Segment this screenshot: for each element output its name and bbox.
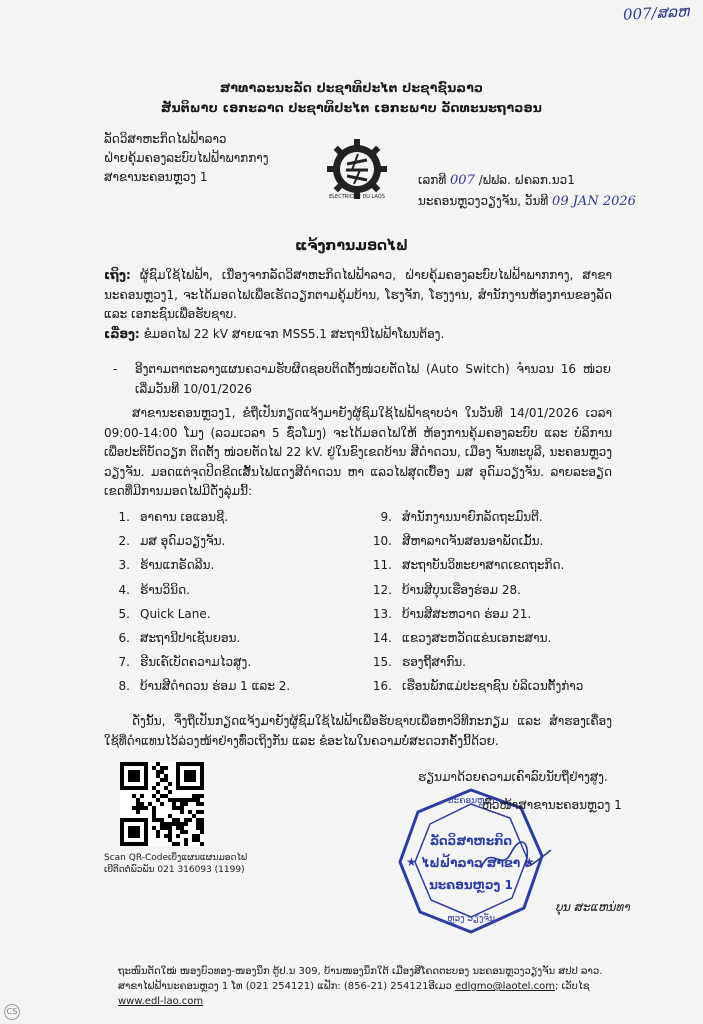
list-item: 10. ສີຫາລາດຈັນສອນອາພັດເມັ້ນ. <box>372 534 544 549</box>
document-title: ແຈ້ງການມອດໄຟ <box>295 238 408 254</box>
footer <box>118 964 638 1009</box>
list-item: 5. Quick Lane. <box>118 606 211 621</box>
ref-number-line <box>418 170 636 191</box>
national-header-line1: ສາທາລະນະລັດ ປະຊາທິປະໄຕ ປະຊາຊົນລາວ <box>219 80 484 95</box>
thanks-line: ຮຽນມາດ້ວຍຄວາມເຄົາລົບນັບຖືຢ່າງສູງ. <box>418 770 608 784</box>
list-item: 7. ຮີນເຄ໌ເບັດຄວາມໄວສູງ. <box>118 655 252 670</box>
to-text: ຜູ້ຊົມໃຊ້ໄຟຟ້າ, ເນື່ອງຈາກລັດວິສາຫະກິດໄຟຟ້າລາວ, ຝ່າຍຄຸ້ມຄອງລະບົບໄຟຟ້າພາກກາງ, ສາຂານະຄອນຫຼວງ1, ຈະໄດ້ມອດໄຟເພື່ອເຮັດວຽກຕາມຄຸ້ມບ້ານ, ໂຮງຈັກ, ໂຮງງານ, ສຳນັກງານຫ້ອງການຂອງລັດ ແລະ ເອກະຊົນເພື່ອຮັບຊາບ. <box>104 268 612 321</box>
ref-date-label: ນະຄອນຫຼວງວຽງຈັນ, ວັນທີ <box>418 194 549 208</box>
stamp-bottom-text: ຫຼວງ ວຽງຈັນ <box>447 914 495 924</box>
svg-text:★: ★ <box>524 855 535 869</box>
basis-item <box>113 360 611 399</box>
basis-text: ອີງຕາມຕາຕະລາງແຜນຄວາມຮັບຜິດຊອບຕິດຕັ້ງໜ່ວຍຕັດໄຟ (Auto Switch) ຈຳນວນ 16 ໜ່ວຍ ເລີ່ມວັນທີ 10/01/2026 <box>135 362 611 396</box>
footer-phone: ສາຂາໄຟຟ້ານະຄອນຫຼວງ 1 ໂທ (021 254121) ແຟັກ: (856-21) 254121ອີເມວ <box>118 981 452 992</box>
ref-date-value: 09 JAN 2026 <box>552 194 636 209</box>
list-item: 8. ບ້ານສີດຳດວນ ຮ່ອມ 1 ແລະ 2. <box>118 679 291 694</box>
area-list-right <box>362 505 583 699</box>
svg-text:★: ★ <box>406 855 417 869</box>
footer-website-label: ; ເວັບໄຊ <box>554 981 590 992</box>
ref-number-label: ເລກທີ <box>418 173 447 187</box>
list-item: 3. ຮ້ານແກຣັດລີນ. <box>118 558 215 573</box>
ref-date-line <box>418 191 636 212</box>
stamp-top-text: ນະຄອນຫຼວງ <box>447 796 495 806</box>
list-item: 4. ຮ້ານວິນິດ. <box>118 582 190 597</box>
to-label: ເຖິງ: <box>104 268 131 282</box>
footer-email-link[interactable]: edlgmo@laotel.com <box>455 981 555 992</box>
signatory-name: ບຸນ ສະແຫນ່ທາ <box>556 900 631 914</box>
org-line3: ສາຂານະຄອນຫຼວງ 1 <box>104 170 208 184</box>
list-item: 2. ມສ ອຸດົມວຽງຈັນ. <box>118 534 226 549</box>
qr-caption <box>104 852 254 876</box>
list-item: 16. ເຮືອນພັກແມ່ປະຊາຊົນ ບໍລິເວນຕັ້ງກ່າວ <box>372 679 584 694</box>
national-header-line2: ສັນຕິພາບ ເອກະລາດ ປະຊາທິປະໄຕ ເອກະພາບ ວັດທະນະຖາວອນ <box>160 100 543 115</box>
signature-scribble-icon <box>476 838 556 878</box>
list-item: 15. ຮອງຖີ້ສາກົນ. <box>372 655 466 670</box>
handwritten-number: 007/ສລຫ <box>622 2 690 24</box>
subject-label: ເລື່ອງ: <box>104 327 140 341</box>
main-paragraph: ສາຂານະຄອນຫຼວງ1, ຂໍຖືເປັນກຽດແຈ້ງມາຍັງຜູ້ຊົມໃຊ້ໄຟຟ້າຊາບວ່າ ໃນວັນທີ 14/01/2026 ເວລາ 09:00-14:00 ໂມງ (ລວມເວລາ 5 ຊົ່ວໂມງ) ຈະໄດ້ມອດໄຟໃຫ້ ຫ້ອງການຄຸ້ມຄອງລະບົບ ແລະ ບໍລິການ ເພື່ອປະຕິບັດວຽກ ຕິດຕັ້ງ ໜ່ວຍຕັດໄຟ 22 kV. ຢູ່ໃນຂົງເຂດບ້ານ ສີດຳດວນ, ເມືອງ ຈັນທະບູລີ, ນະຄອນຫຼວງວຽງຈັນ. ມອດແຕ່ຈຸດປິດຂີດເສັ້ນໄຟແດງສີດຳດວນ ຫາ ແລວໄຟສຸດເບື້ອງ ມສ ອຸດົມວຽງຈັນ. ລາຍລະອຽດເຂດທີ່ມີການມອດໄຟມີດັ່ງລຸ່ມນີ້: <box>104 406 612 498</box>
list-item: 6. ສະຖານີປາເຊັນຍອນ. <box>118 630 241 645</box>
list-item: 13. ບ້ານສີສະຫວາດ ຮ່ອມ 21. <box>372 606 532 621</box>
organization-block <box>104 130 269 187</box>
stamp-line2: ໄຟຟ້າລາວ ສາຂາ <box>421 856 521 870</box>
list-item: 9. ສຳນັກງານນາຍົກລັດຖະມົນຕີ. <box>380 510 543 524</box>
stamp-line1: ລັດວິສາຫະກິດ <box>429 834 513 848</box>
subject-line <box>104 325 612 345</box>
scan-badge: CS <box>4 1004 20 1020</box>
footer-contact <box>118 979 638 1009</box>
ref-number-value: 007 <box>450 173 475 188</box>
signatory-role: ຫົວໜ້າສາຂານະຄອນຫຼວງ 1 <box>482 798 622 812</box>
area-list-left <box>100 505 290 699</box>
closing-paragraph: ດັ່ງນັ້ນ, ຈຶ່ງຖືເປັນກຽດແຈ້ງມາຍັງຜູ້ຊົມໃຊ້ໄຟຟ້າເພື່ອຮັບຊາບເພື່ອຫາວິທີກະກຽມ ແລະ ສຳຮອງເຄື່ອງໃຊ້ທີ່ດຳແທນໄວ້ລ່ວງໜ້າຢ່າງທົ່ວເຖິງກັນ ແລະ ຂໍອະໄພໃນຄວາມບໍ່ສະດວກຄັ້ງນີ້ດ້ວຍ. <box>104 714 612 748</box>
gear-logo-icon <box>322 136 392 202</box>
ref-number-suffix: /ຟຟລ. ຝຄລກ.ນວ1 <box>478 173 575 187</box>
subject-text: ຂໍມອດໄຟ 22 kV ສາຍແຈກ MSS5.1 ສະຖານີໄຟຟ້າໂພນຕ້ອງ. <box>143 327 445 341</box>
list-item: 1. ອາຄານ ເອແອນຊີ. <box>118 510 229 524</box>
qr-code-icon <box>120 762 204 846</box>
basis-bullet: - <box>113 362 118 376</box>
org-line1: ລັດວິສາຫະກິດໄຟຟ້າລາວ <box>104 132 227 146</box>
list-item: 14. ແຂວງສະຫວັດແຂ່ນເອກະສານ. <box>372 630 552 645</box>
qr-code[interactable] <box>120 762 204 846</box>
to-paragraph <box>104 266 612 325</box>
edl-logo <box>322 136 392 202</box>
logo-caption: ELECTRICITE DU LAOS <box>329 194 385 200</box>
list-item: 12. ບ້ານສີບຸນເຮືອງຮ່ອມ 28. <box>372 582 521 597</box>
footer-address: ຖະໜົນຕັດໃໝ່ ໜອງບົວທອງ-ໜອງນຶກ ຕູ້ປ.ນ 309, ບ້ານໜອງນຶກໃຕ້ ເມືອງສີໂຄດຕະບອງ ນະຄອນຫຼວງວຽງຈັນ ສປປ ລາວ. <box>118 966 603 977</box>
org-line2: ຝ່າຍຄຸ້ມຄອງລະບົບໄຟຟ້າພາກກາງ <box>104 151 269 165</box>
list-item: 11. ສະຖາບັນວິທະຍາສາດເຂດຖະກິດ. <box>372 558 565 573</box>
stamp-line3: ນະຄອນຫຼວງ 1 <box>429 878 513 892</box>
qr-caption-line1: Scan QR-Codeເບິ່ງແຜນແຜນມອດໄຟ <box>104 853 248 863</box>
footer-website-link[interactable]: www.edl-lao.com <box>118 996 204 1007</box>
reference-block <box>418 170 636 212</box>
qr-caption-line2: ເບີຕິດຕໍ່ພົວພັນ 021 316093 (1199) <box>104 865 245 875</box>
